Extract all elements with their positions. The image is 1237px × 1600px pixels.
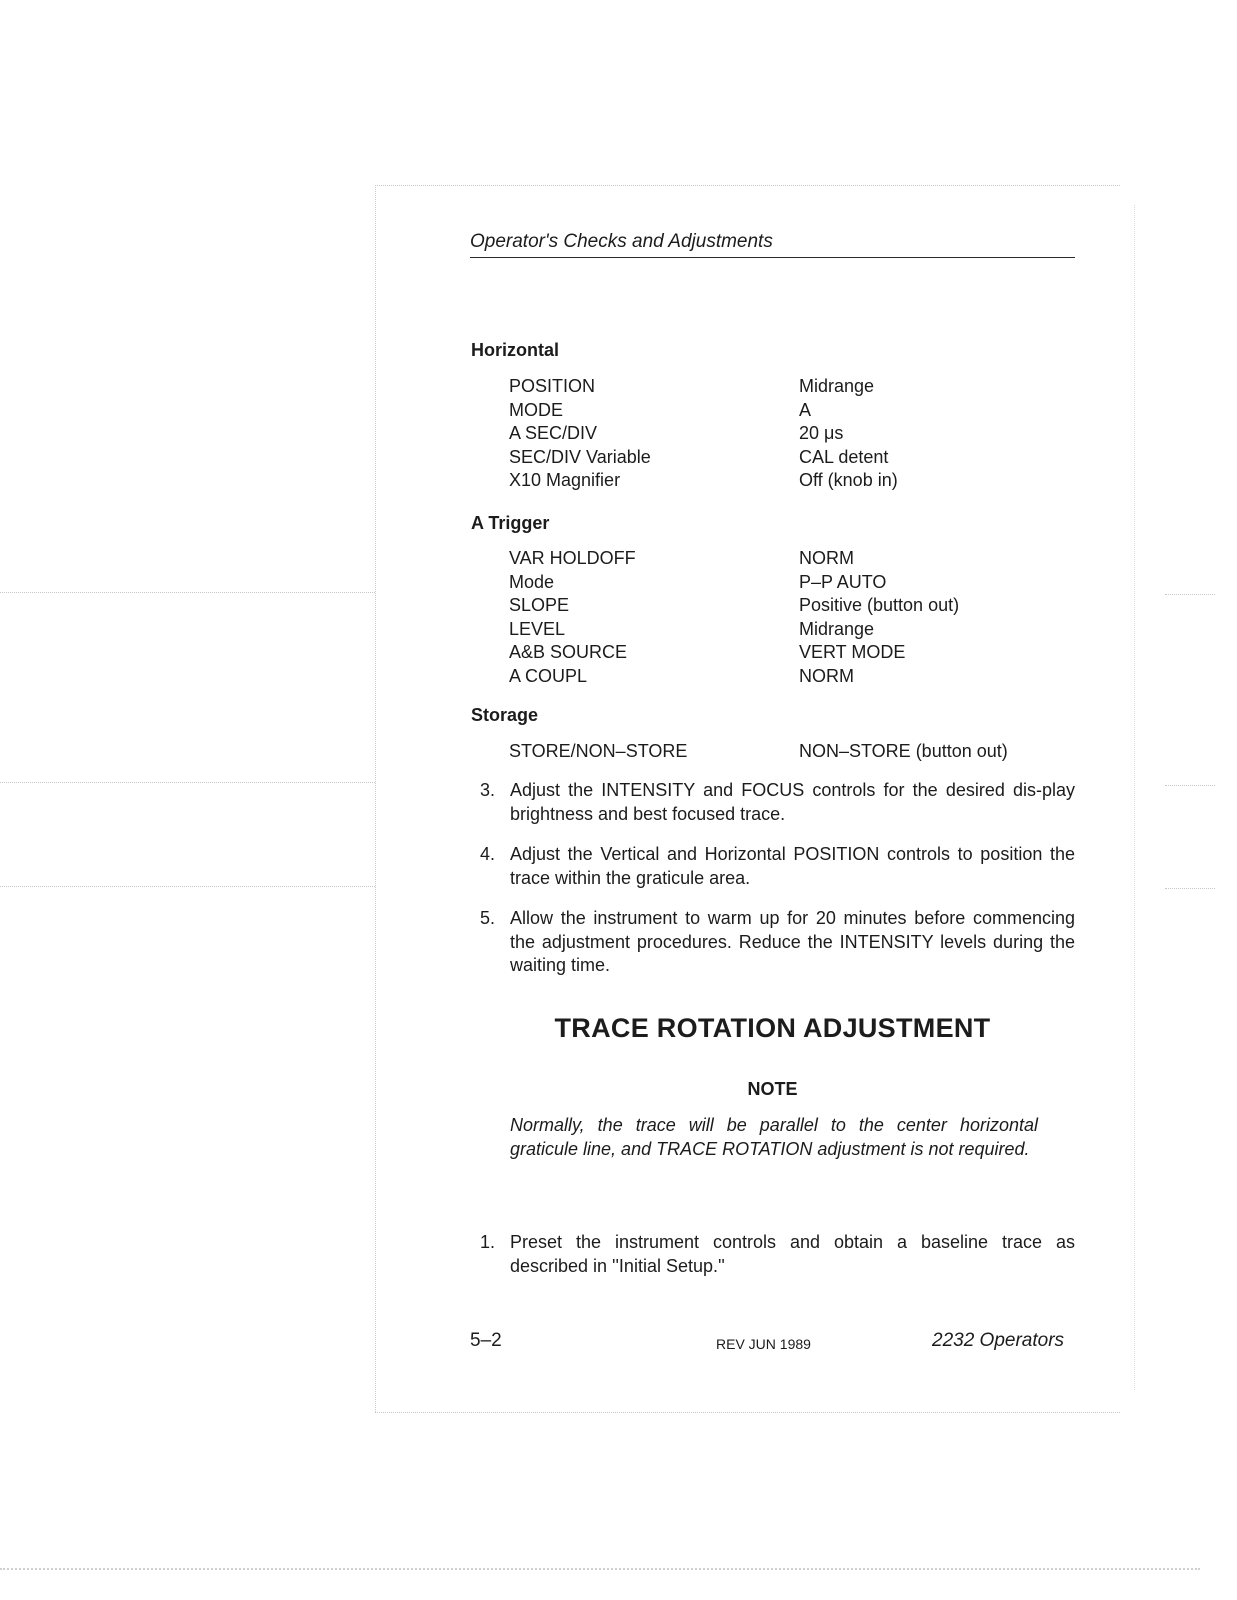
control-name: VAR HOLDOFF [509, 548, 636, 568]
control-name: X10 Magnifier [509, 470, 621, 490]
section-heading-a-trigger: A Trigger [471, 513, 550, 533]
scan-edge-bottom-noise [0, 1568, 1200, 1570]
step-text: Allow the instrument to warm up for 20 minutes before commencing the adjustment procedures. Reduce the INTENSITY levels during the waiting time. [510, 908, 1075, 975]
control-name: A&B SOURCE [509, 642, 628, 662]
revision-date: REV JUN 1989 [716, 1336, 811, 1352]
step-number: 4. [480, 844, 496, 864]
page-header: Operator's Checks and Adjustments [470, 231, 1075, 258]
control-setting: Midrange [799, 376, 875, 396]
control-setting: Off (knob in) [799, 470, 898, 490]
scan-mark [1165, 594, 1215, 595]
step-text: Adjust the Vertical and Horizontal POSITION controls to position the trace within the graticule area. [510, 844, 1075, 888]
control-setting: CAL detent [799, 446, 889, 467]
control-name: A COUPL [509, 665, 588, 686]
scan-edge-top [375, 185, 1120, 186]
scan-edge-bottom [375, 1412, 1120, 1413]
control-name: STORE/NON–STORE [509, 741, 688, 761]
control-name: POSITION [509, 376, 596, 396]
control-setting: 20 μs [799, 423, 844, 443]
scan-mark [0, 782, 375, 783]
control-setting: Positive (button out) [799, 595, 960, 615]
control-name: SLOPE [509, 595, 570, 615]
control-setting: NORM [799, 548, 854, 568]
note-text: Normally, the trace will be parallel to the center horizontal graticule line, and TRACE ROTATION adjustment is not required. [510, 1115, 1038, 1159]
section-heading-horizontal: Horizontal [471, 340, 559, 360]
scan-mark [0, 886, 375, 887]
step-number: 5. [480, 908, 496, 928]
control-setting: A [799, 399, 812, 420]
control-setting: P–P AUTO [799, 571, 887, 592]
scan-mark [1165, 785, 1215, 786]
control-setting: VERT MODE [799, 642, 906, 662]
control-setting: Midrange [799, 618, 875, 639]
step-number: 3. [480, 780, 496, 800]
control-name: SEC/DIV Variable [509, 446, 651, 467]
control-name: Mode [509, 571, 555, 592]
page-number: 5–2 [470, 1330, 502, 1351]
step-text: Preset the instrument controls and obtain a baseline trace as described in ''Initial Setup.'' [510, 1232, 1075, 1276]
control-name: MODE [509, 399, 563, 420]
step-number: 1. [480, 1232, 496, 1252]
note-heading: NOTE [747, 1079, 798, 1099]
scan-edge-right [1134, 205, 1135, 1390]
control-setting: NORM [799, 665, 854, 686]
scan-mark [1165, 888, 1215, 889]
manual-name: 2232 Operators [932, 1330, 1065, 1351]
step-text: Adjust the INTENSITY and FOCUS controls for the desired dis-play brightness and best focused trace. [510, 780, 1075, 824]
section-title: TRACE ROTATION ADJUSTMENT [554, 1013, 991, 1043]
section-heading-storage: Storage [471, 705, 539, 725]
scan-mark [0, 592, 375, 593]
control-name: LEVEL [509, 618, 566, 639]
control-name: A SEC/DIV [509, 423, 598, 443]
control-setting: NON–STORE (button out) [799, 741, 1008, 761]
scan-edge-left [375, 185, 376, 1412]
